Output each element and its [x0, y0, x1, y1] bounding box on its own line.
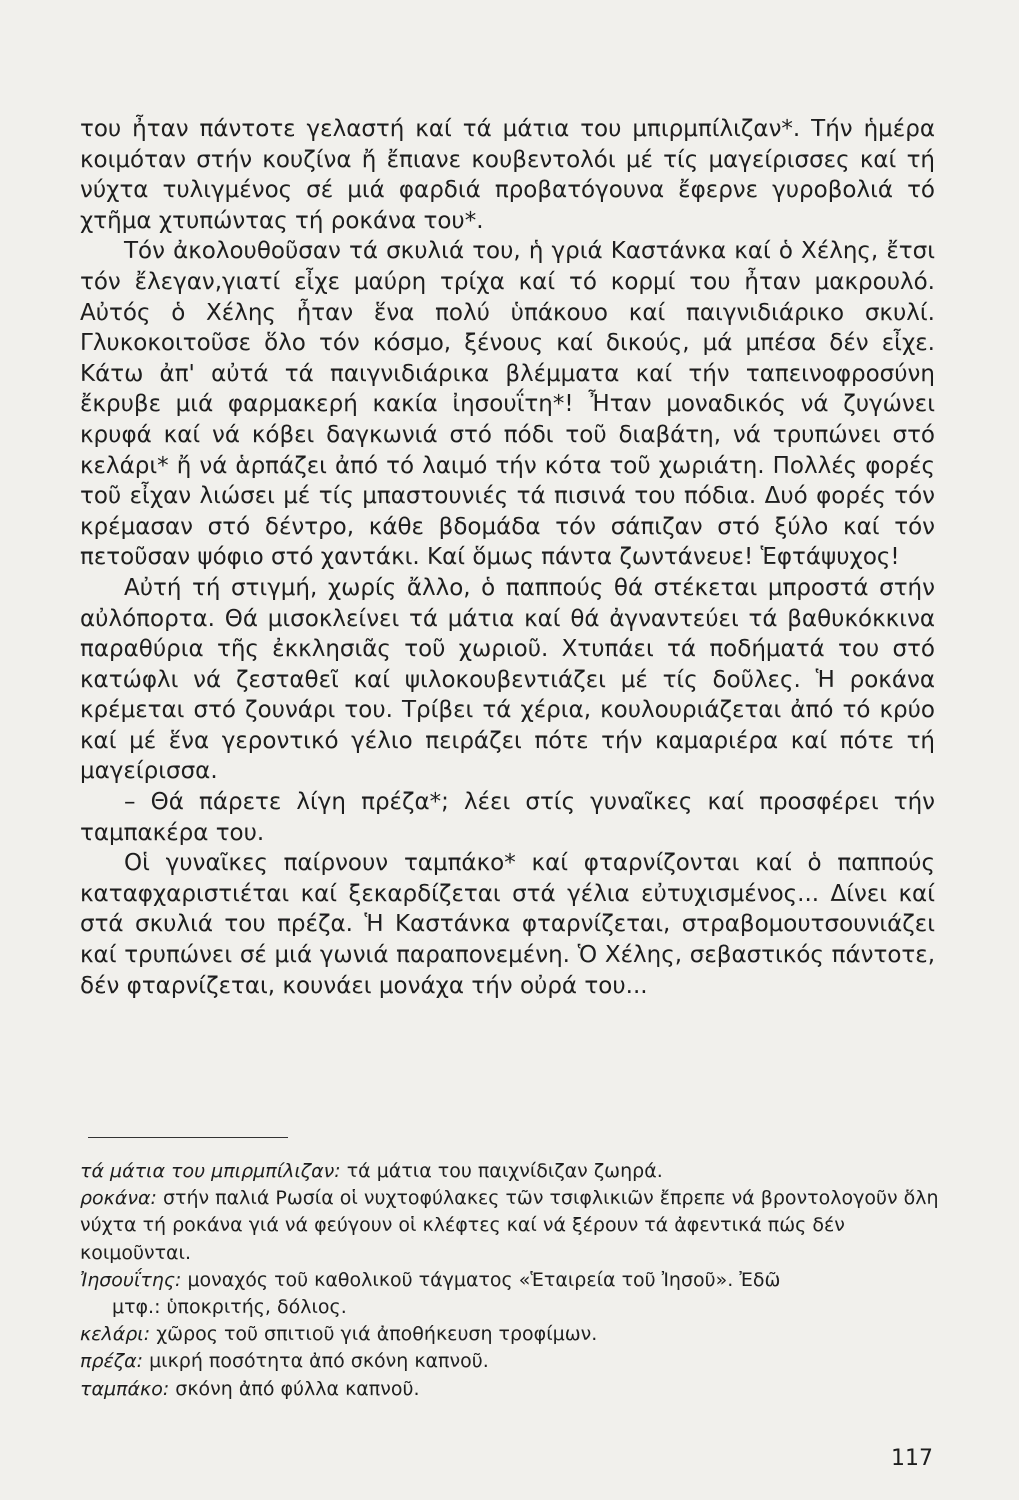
footnote-3: [80, 1267, 940, 1321]
footnote-term: κελάρι:: [80, 1323, 151, 1346]
footnote-definition: σκόνη ἀπό φύλλα καπνοῦ.: [175, 1377, 420, 1400]
page-number: 117: [891, 1446, 933, 1471]
footnote-6: [80, 1376, 940, 1403]
footnote-definition: τά μάτια του παιχνίδιζαν ζωηρά.: [346, 1160, 663, 1182]
footnote-1: [80, 1158, 940, 1185]
footnote-term: τά μάτια του μπιρμπίλιζαν:: [80, 1160, 341, 1182]
paragraph-4: – Θά πάρετε λίγη πρέζα*; λέει στίς γυναῖκες καί προσφέρει τήν ταμπακέρα του.: [80, 789, 935, 846]
footnote-term: πρέζα:: [80, 1350, 144, 1373]
footnote-5: [80, 1348, 940, 1375]
footnote-2: [80, 1185, 940, 1267]
footnote-continuation: μτφ.: ὑποκριτής, δόλιος.: [112, 1296, 347, 1319]
footnote-definition: μοναχός τοῦ καθολικοῦ τάγματος «Ἑταιρεία τοῦ Ἰησοῦ». Ἐδῶ: [187, 1268, 781, 1291]
footnote-term: Ἰησουΐτης:: [80, 1268, 182, 1291]
footnote-definition: χῶρος τοῦ σπιτιοῦ γιά ἀποθήκευση τροφίμων.: [156, 1323, 598, 1346]
paragraph-5: Οἱ γυναῖκες παίρνουν ταμπάκο* καί φταρνίζονται καί ὁ παππούς καταφχαριστιέται καί ξεκαρδίζεται στά γέλια εὐτυχισμένος... Δίνει καί στά σκυλιά του πρέζα. Ἡ Καστάνκα φταρνίζεται, στραβομουτσουνιάζει καί τρυπώνει σέ μιά γωνιά παραπονεμένη. Ὁ Χέλης, σεβαστικός πάντοτε, δέν φταρνίζεται, κουνάει μονάχα τήν οὐρά του...: [80, 850, 935, 999]
footnote-4: [80, 1321, 940, 1348]
paragraph-2: Τόν ἀκολουθοῦσαν τά σκυλιά του, ἡ γριά Καστάνκα καί ὁ Χέλης, ἔτσι τόν ἔλεγαν,γιατί εἶχε μαύρη τρίχα καί τό κορμί του ἦταν μακρουλό. Αὐτός ὁ Χέλης ἦταν ἕνα πολύ ὑπάκουο καί παιγνιδιάρικο σκυλί. Γλυκοκοιτοῦσε ὅλο τόν κόσμο, ξένους καί δικούς, μά μπέσα δέν εἶχε. Κάτω ἀπ' αὐτά τά παιγνιδιάρικα βλέμματα καί τήν ταπεινοφροσύνη ἔκρυβε μιά φαρμακερή κακία ἰησουΐτη*! Ἦταν μοναδικός νά ζυγώνει κρυφά καί νά κόβει δαγκωνιά στό πόδι τοῦ διαβάτη, νά τρυπώνει στό κελάρι* ἤ νά ἁρπάζει ἀπό τό λαιμό τήν κότα τοῦ χωριάτη. Πολλές φορές τοῦ εἶχαν λιώσει μέ τίς μπαστουνιές τά πισινά του πόδια. Δυό φορές τόν κρέμασαν στό δέντρο, κάθε βδομάδα τόν σάπιζαν στό ξύλο καί τόν πετοῦσαν ψόφιο στό χαντάκι. Καί ὅμως πάντα ζωντάνευε! Ἑφτάψυχος!: [80, 238, 935, 571]
footnote-divider: [88, 1137, 288, 1138]
footnote-definition: στήν παλιά Ρωσία οἱ νυχτοφύλακες τῶν τσιφλικιῶν ἔπρεπε νά βροντολογοῦν ὅλη νύχτα τή ροκάνα γιά νά φεύγουν οἱ κλέφτες καί νά ξέρουν τά ἀφεντικά πώς δέν κοιμοῦνται.: [80, 1187, 939, 1264]
footnotes: [80, 1158, 940, 1403]
footnote-term: ροκάνα:: [80, 1187, 157, 1210]
footnote-term: ταμπάκο:: [80, 1377, 170, 1400]
body-text: [80, 114, 935, 1001]
paragraph-1: του ἦταν πάντοτε γελαστή καί τά μάτια του μπιρμπίλιζαν*. Τήν ἡμέρα κοιμόταν στήν κουζίνα ἤ ἔπιανε κουβεντολόι μέ τίς μαγείρισσες καί τή νύχτα τυλιγμένος σέ μιά φαρδιά προβατόγουνα ἔφερνε γυροβολιά τό χτῆμα χτυπώντας τή ροκάνα του*.: [80, 116, 935, 234]
paragraph-3: Αὐτή τή στιγμή, χωρίς ἄλλο, ὁ παππούς θά στέκεται μπροστά στήν αὐλόπορτα. Θά μισοκλείνει τά μάτια καί θά ἀγναντεύει τά βαθυκόκκινα παραθύρια τῆς ἐκκλησιᾶς τοῦ χωριοῦ. Χτυπάει τά ποδήματά του στό κατώφλι νά ζεσταθεῖ καί ψιλοκουβεντιάζει μέ τίς δοῦλες. Ἡ ροκάνα κρέμεται στό ζουνάρι του. Τρίβει τά χέρια, κουλουριάζεται ἀπό τό κρύο καί μέ ἕνα γεροντικό γέλιο πειράζει πότε τήν καμαριέρα καί πότε τή μαγείρισσα.: [80, 574, 935, 785]
footnote-definition: μικρή ποσότητα ἀπό σκόνη καπνοῦ.: [149, 1350, 489, 1373]
